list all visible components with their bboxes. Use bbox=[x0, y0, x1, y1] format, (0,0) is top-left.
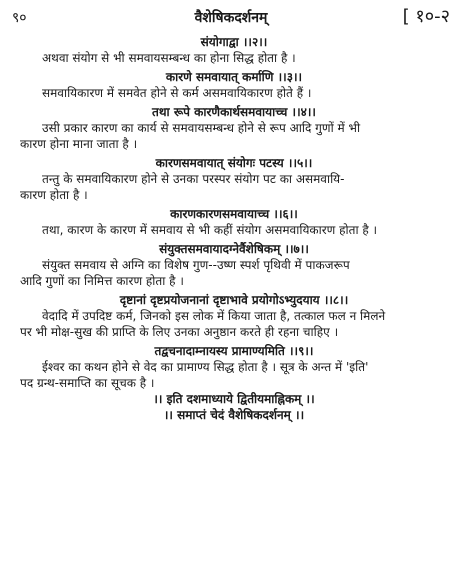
sutra-line: कारणकारणसमवायाच्च ।।६।। bbox=[170, 207, 298, 221]
commentary-line: संयुक्त समवाय से अग्नि का विशेष गुण--उष्ण स्पर्श पृथिवी में पाकजरूप bbox=[42, 258, 350, 272]
commentary-line: तन्तु के समवायिकारण होने से उनका परस्पर संयोग पट का असमवायि- bbox=[42, 172, 345, 186]
sutra-line: संयोगाद्वा ।।२।। bbox=[200, 35, 268, 49]
sutra-line: तद्वचनादाम्नायस्य प्रामाण्यमिति ।।९।। bbox=[154, 344, 314, 358]
running-title: वैशेषिकदर्शनम् bbox=[194, 10, 268, 26]
sutra-line: कारणसमवायात् संयोगः पटस्य ।।५।। bbox=[155, 156, 313, 170]
commentary-line: समवायिकारण में समवेत होने से कर्म असमवायिकारण होते हैं । bbox=[42, 86, 312, 100]
closing-line: ।। इति दशमाध्याये द्वितीयमाह्निकम् ।। bbox=[153, 392, 315, 406]
sutra-line: दृष्टानां दृष्टप्रयोजनानां दृष्टाभावे प्रयोगोऽभ्युदयाय ।।८।। bbox=[119, 293, 349, 307]
sutra-line: तथा रूपे कारणैकार्थसमवायाच्च ।।४।। bbox=[152, 105, 316, 119]
page-header bbox=[0, 4, 462, 30]
closing-line: ।। समाप्तं चेदं वैशेषिकदर्शनम् ।। bbox=[163, 408, 305, 422]
commentary-line: उसी प्रकार कारण का कार्य से समवायसम्बन्ध होने से रूप आदि गुणों में भी bbox=[42, 121, 361, 135]
sutra-line: संयुक्तसमवायादग्नेर्वैशेषिकम् ।।७।। bbox=[159, 242, 309, 256]
section-marker: [ १०-२ bbox=[402, 6, 450, 27]
sutra-line: कारणे समवायात् कर्माणि ।।३।। bbox=[165, 70, 303, 84]
commentary-line: पद ग्रन्थ-समाप्ति का सूचक है । bbox=[20, 376, 155, 390]
commentary-line: पर भी मोक्ष-सुख की प्राप्ति के लिए उनका अनुष्ठान करते ही रहना चाहिए । bbox=[20, 325, 339, 339]
commentary-line: अथवा संयोग से भी समवायसम्बन्ध का होना सिद्ध होता है । bbox=[42, 51, 296, 65]
page-body bbox=[20, 34, 448, 423]
commentary-line: कारण होता है । bbox=[20, 188, 88, 202]
commentary-line: कारण होना माना जाता है । bbox=[20, 137, 138, 151]
commentary-line: आदि गुणों का निमित्त कारण होता है । bbox=[20, 274, 184, 288]
commentary-line: ईश्वर का कथन होने से वेद का प्रामाण्य सिद्ध होता है । सूत्र के अन्त में 'इति' bbox=[42, 360, 369, 374]
commentary-line: वेदादि में उपदिष्ट कर्म, जिनको इस लोक में किया जाता है, तत्काल फल न मिलने bbox=[42, 309, 386, 323]
commentary-line: तथा, कारण के कारण में समवाय से भी कहीं संयोग असमवायिकारण होता है । bbox=[42, 223, 378, 237]
page-number: ९० bbox=[12, 10, 27, 26]
